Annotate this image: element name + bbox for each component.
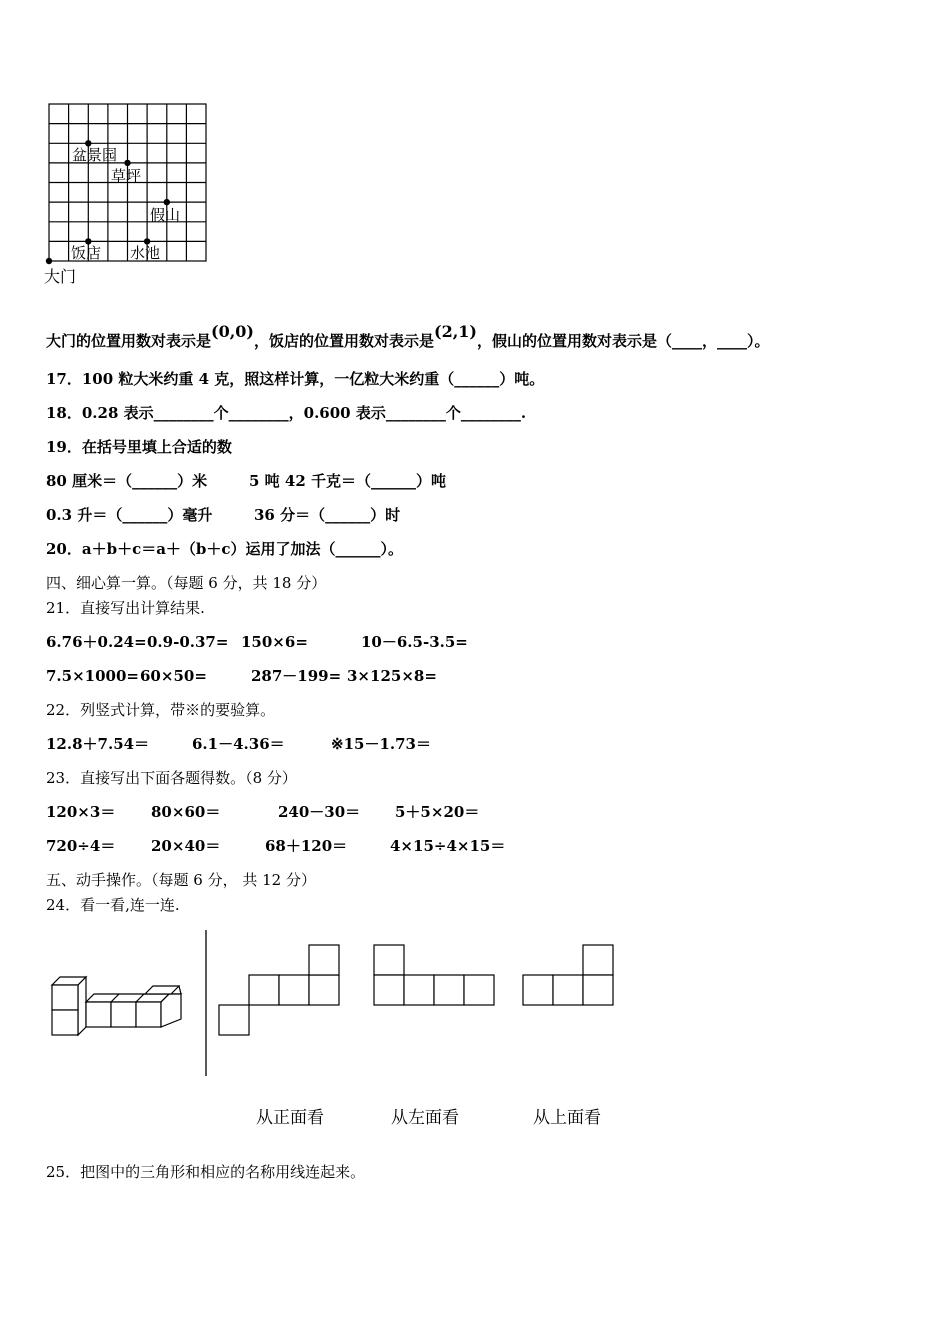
question-18: 18．0.28 表示________个________，0.600 表示________个________. (46, 404, 527, 422)
section-5-heading: 五、动手操作。（每题 6 分， 共 12 分） (46, 871, 316, 889)
question-23-title: 23．直接写出下面各题得数。（8 分） (46, 769, 297, 787)
q23-r2-item: 20×40＝ (151, 837, 221, 855)
view-label-front: 从正面看 (256, 1108, 324, 1128)
map-label-penjingyuan: 盆景园 (72, 146, 118, 164)
map-label-fandian: 饭店 (71, 244, 102, 262)
question-20: 20．a＋b＋c＝a＋（b＋c）运用了加法（______）。 (46, 540, 404, 558)
q21-r1-item: 10－6.5-3.5= (361, 633, 468, 651)
q23-r1-item: 5＋5×20＝ (395, 803, 480, 821)
q21-r2-item: 3×125×8= (347, 667, 437, 685)
q16-coord-2: (2,1) (434, 322, 477, 341)
q16-part1: 大门的位置用数对表示是 (46, 332, 212, 350)
q21-r2-item: 60×50= (140, 667, 207, 685)
q21-r1-item: 150×6= (241, 633, 308, 651)
map-label-shuichi: 水池 (130, 244, 161, 262)
q21-r1-item: 0.9-0.37= (147, 633, 229, 651)
question-21-title: 21．直接写出计算结果. (46, 599, 205, 617)
question-16-text (46, 322, 770, 351)
question-23-row1 (46, 802, 479, 822)
q23-r1-item: 80×60＝ (151, 803, 221, 821)
question-22-title: 22．列竖式计算，带※的要验算。 (46, 701, 276, 719)
q21-r1-item: 6.76＋0.24= (46, 633, 147, 651)
q21-r2-item: 287－199= (251, 667, 342, 685)
q16-part3: ，假山的位置用数对表示是（____，____）。 (477, 332, 770, 350)
view-label-left: 从左面看 (391, 1108, 459, 1128)
q19-item-c: 0.3 升＝（______）毫升 (46, 506, 213, 524)
q23-r2-item: 4×15÷4×15＝ (390, 837, 506, 855)
question-24-title: 24．看一看,连一连. (46, 896, 180, 914)
q16-coord-1: (0,0) (211, 322, 254, 341)
view-option-3 (522, 944, 615, 1008)
q23-r2-item: 68＋120＝ (265, 837, 348, 855)
q23-r1-item: 240－30＝ (278, 803, 361, 821)
question-19-row1 (46, 471, 446, 491)
view-option-2 (373, 944, 496, 1008)
question-22-row (46, 734, 431, 754)
question-19-row2 (46, 505, 400, 525)
map-label-jiashan: 假山 (150, 206, 181, 224)
q22-item: 12.8＋7.54＝ (46, 735, 150, 753)
q19-item-b: 5 吨 42 千克＝（______）吨 (249, 472, 446, 490)
question-21-row1 (46, 632, 468, 652)
q21-r2-item: 7.5×1000= (46, 667, 139, 685)
q22-item: ※15－1.73＝ (331, 735, 431, 753)
q19-item-a: 80 厘米＝（______）米 (46, 472, 208, 490)
question-19-title: 19．在括号里填上合适的数 (46, 438, 232, 456)
question-17: 17．100 粒大米约重 4 克，照这样计算，一亿粒大米约重（______）吨。 (46, 370, 545, 388)
q19-item-d: 36 分＝（______）时 (254, 506, 401, 524)
q16-part2: ，饭店的位置用数对表示是 (254, 332, 435, 350)
question-25: 25．把图中的三角形和相应的名称用线连起来。 (46, 1163, 366, 1181)
map-label-caoping: 草坪 (111, 167, 142, 185)
view-option-1 (218, 944, 340, 1038)
q23-r1-item: 120×3＝ (46, 803, 116, 821)
map-label-damen: 大门 (44, 267, 77, 286)
view-label-top: 从上面看 (533, 1108, 601, 1128)
section-4-heading: 四、细心算一算。（每题 6 分，共 18 分） (46, 574, 327, 592)
q22-item: 6.1－4.36＝ (192, 735, 285, 753)
q23-r2-item: 720÷4＝ (46, 837, 116, 855)
divider-line (204, 930, 208, 1076)
question-21-row2 (46, 666, 437, 686)
question-23-row2 (46, 836, 505, 856)
cube-assembly-figure (45, 965, 190, 1045)
